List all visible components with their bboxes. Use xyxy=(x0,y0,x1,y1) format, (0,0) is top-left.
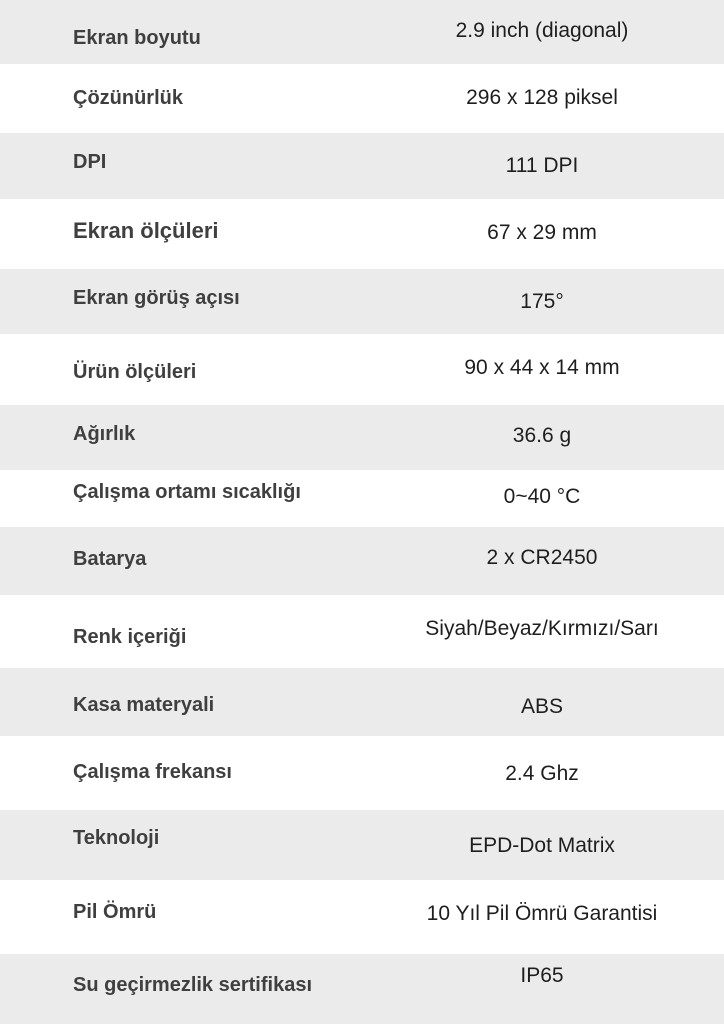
spec-value: IP65 xyxy=(520,964,564,987)
spec-value: 2 x CR2450 xyxy=(486,546,598,569)
table-row xyxy=(0,269,724,334)
spec-value: EPD-Dot Matrix xyxy=(469,834,615,857)
table-row xyxy=(0,954,724,1024)
spec-label: Çalışma frekansı xyxy=(73,761,232,783)
table-row xyxy=(0,527,724,595)
table-row xyxy=(0,64,724,133)
spec-label: Batarya xyxy=(73,548,147,570)
spec-label: Ekran boyutu xyxy=(73,27,201,49)
spec-value: 36.6 g xyxy=(512,424,572,447)
spec-label: Ürün ölçüleri xyxy=(73,361,197,383)
table-row xyxy=(0,736,724,810)
spec-value: 10 Yıl Pil Ömrü Garantisi xyxy=(426,902,658,925)
spec-label: Çalışma ortamı sıcaklığı xyxy=(73,481,301,503)
spec-label: Çözünürlük xyxy=(73,87,183,109)
spec-value: 90 x 44 x 14 mm xyxy=(464,356,620,379)
spec-label: Renk içeriği xyxy=(73,626,187,648)
table-row xyxy=(0,880,724,954)
spec-value: 2.9 inch (diagonal) xyxy=(455,19,629,42)
table-row xyxy=(0,0,724,64)
spec-label: Su geçirmezlik sertifikası xyxy=(73,974,313,996)
spec-label: Teknoloji xyxy=(73,827,160,849)
spec-value: 111 DPI xyxy=(505,154,579,177)
table-row xyxy=(0,810,724,880)
spec-value: Siyah/Beyaz/Kırmızı/Sarı xyxy=(425,617,659,640)
spec-value: 0~40 °C xyxy=(503,485,581,508)
spec-value: 67 x 29 mm xyxy=(487,221,597,244)
table-row xyxy=(0,405,724,470)
spec-label: DPI xyxy=(73,151,107,173)
spec-label: Ekran görüş açısı xyxy=(73,287,240,309)
spec-label: Pil Ömrü xyxy=(73,901,157,923)
table-row xyxy=(0,668,724,736)
spec-value: 296 x 128 piksel xyxy=(466,86,618,109)
table-row xyxy=(0,595,724,668)
table-row xyxy=(0,133,724,199)
spec-value: 2.4 Ghz xyxy=(505,762,579,785)
spec-label: Ağırlık xyxy=(73,423,136,445)
table-row xyxy=(0,470,724,527)
spec-value: 175° xyxy=(520,290,564,313)
spec-value: ABS xyxy=(520,695,564,718)
spec-label: Kasa materyali xyxy=(73,694,215,716)
table-row xyxy=(0,199,724,269)
table-row xyxy=(0,334,724,405)
spec-label: Ekran ölçüleri xyxy=(73,218,219,243)
